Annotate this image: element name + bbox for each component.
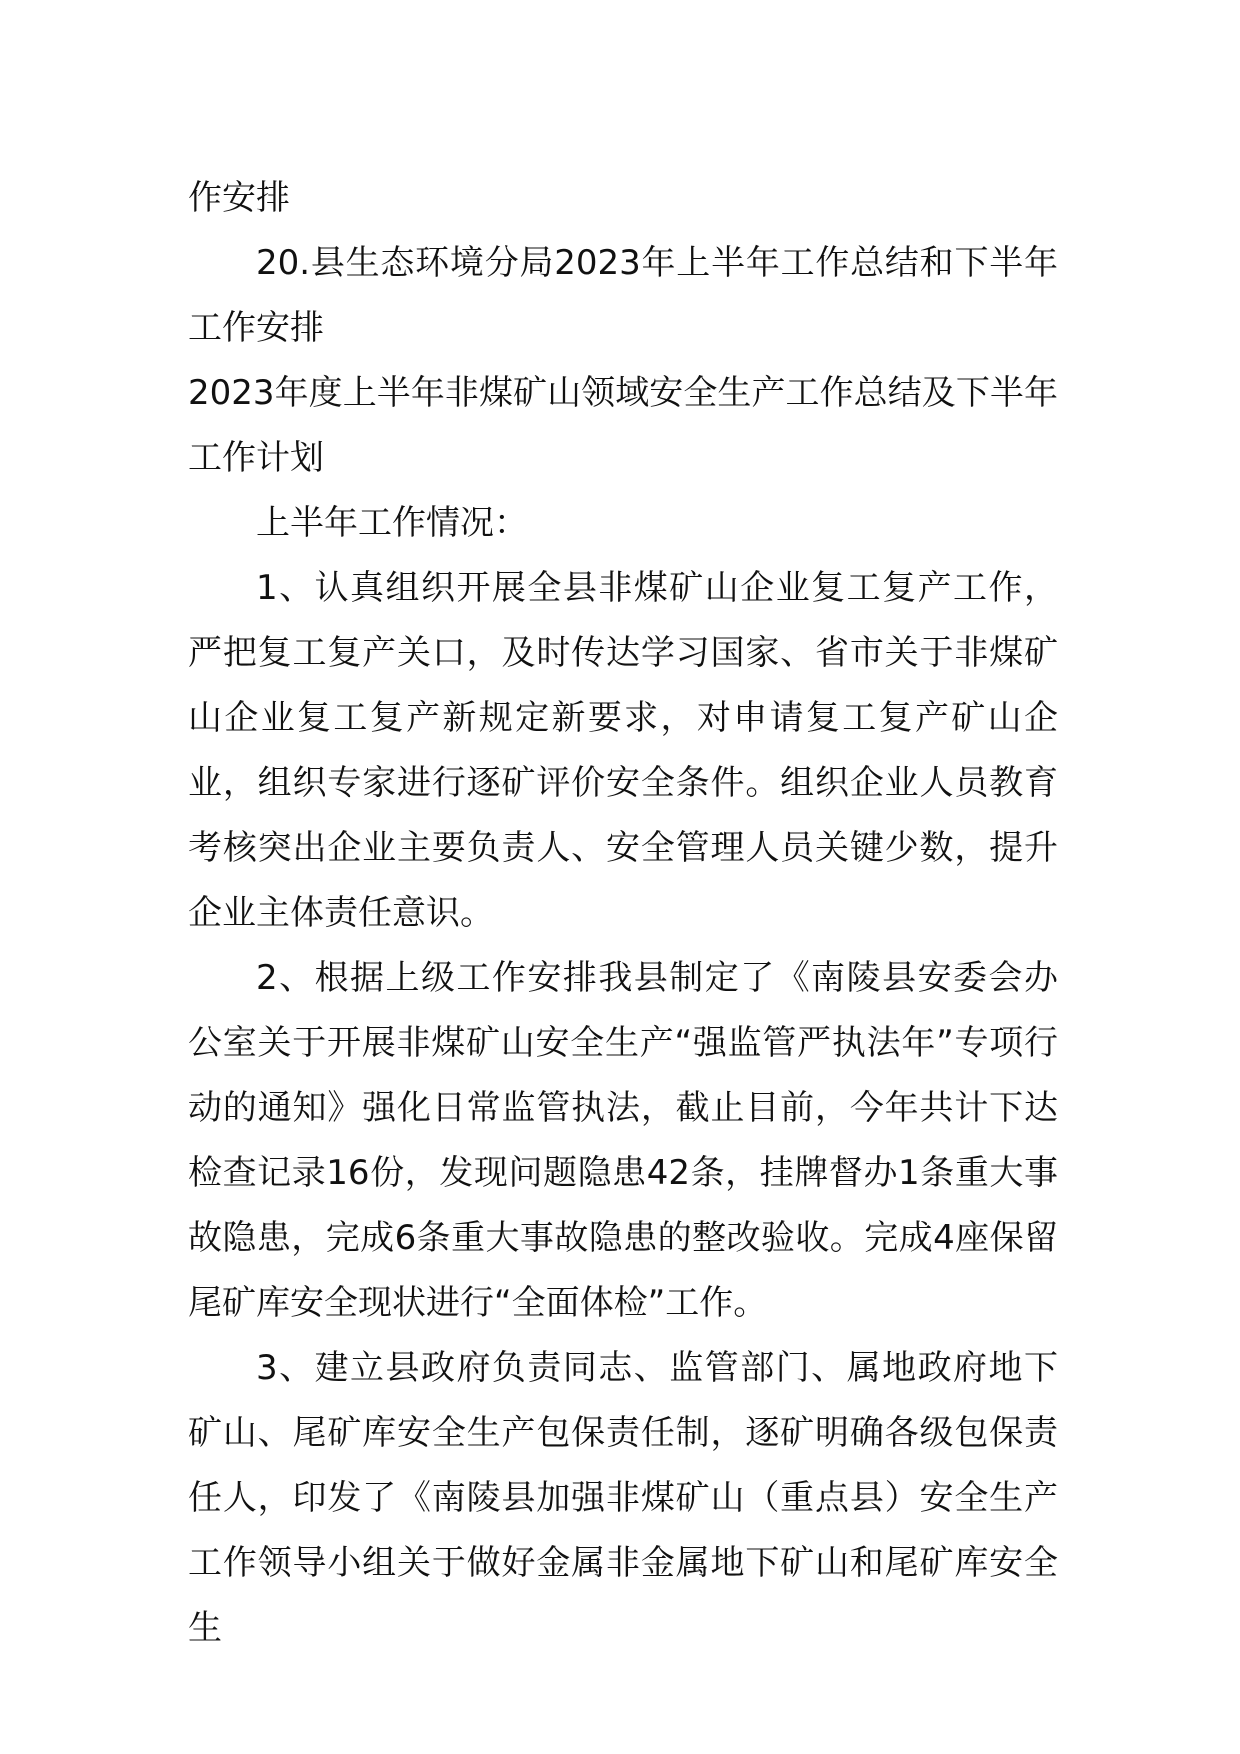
document-body: [188, 166, 1058, 1661]
paragraph-continuation: 作安排: [188, 178, 290, 218]
subsection-heading: 上半年工作情况：: [256, 503, 528, 543]
section-title: 2023年度上半年非煤矿山领域安全生产工作总结及下半年工作计划: [188, 373, 1058, 478]
paragraph-point-2: 2、根据上级工作安排我县制定了《南陵县安委会办公室关于开展非煤矿山安全生产“强监管严执法年”专项行动的通知》强化日常监管执法，截止目前，今年共计下达检查记录16份，发现问题隐患42条，挂牌督办1条重大事故隐患，完成6条重大事故隐患的整改验收。完成4座保留尾矿库安全现状进行“全面体检”工作。: [188, 958, 1058, 1323]
paragraph-point-3: 3、建立县政府负责同志、监管部门、属地政府地下矿山、尾矿库安全生产包保责任制，逐矿明确各级包保责任人，印发了《南陵县加强非煤矿山（重点县）安全生产工作领导小组关于做好金属非金属地下矿山和尾矿库安全生: [188, 1348, 1058, 1648]
paragraph-point-1: 1、认真组织开展全县非煤矿山企业复工复产工作，严把复工复产关口，及时传达学习国家、省市关于非煤矿山企业复工复产新规定新要求，对申请复工复产矿山企业，组织专家进行逐矿评价安全条件。组织企业人员教育考核突出企业主要负责人、安全管理人员关键少数，提升企业主体责任意识。: [188, 568, 1058, 933]
paragraph-item-20: 20.县生态环境分局2023年上半年工作总结和下半年工作安排: [188, 243, 1058, 348]
